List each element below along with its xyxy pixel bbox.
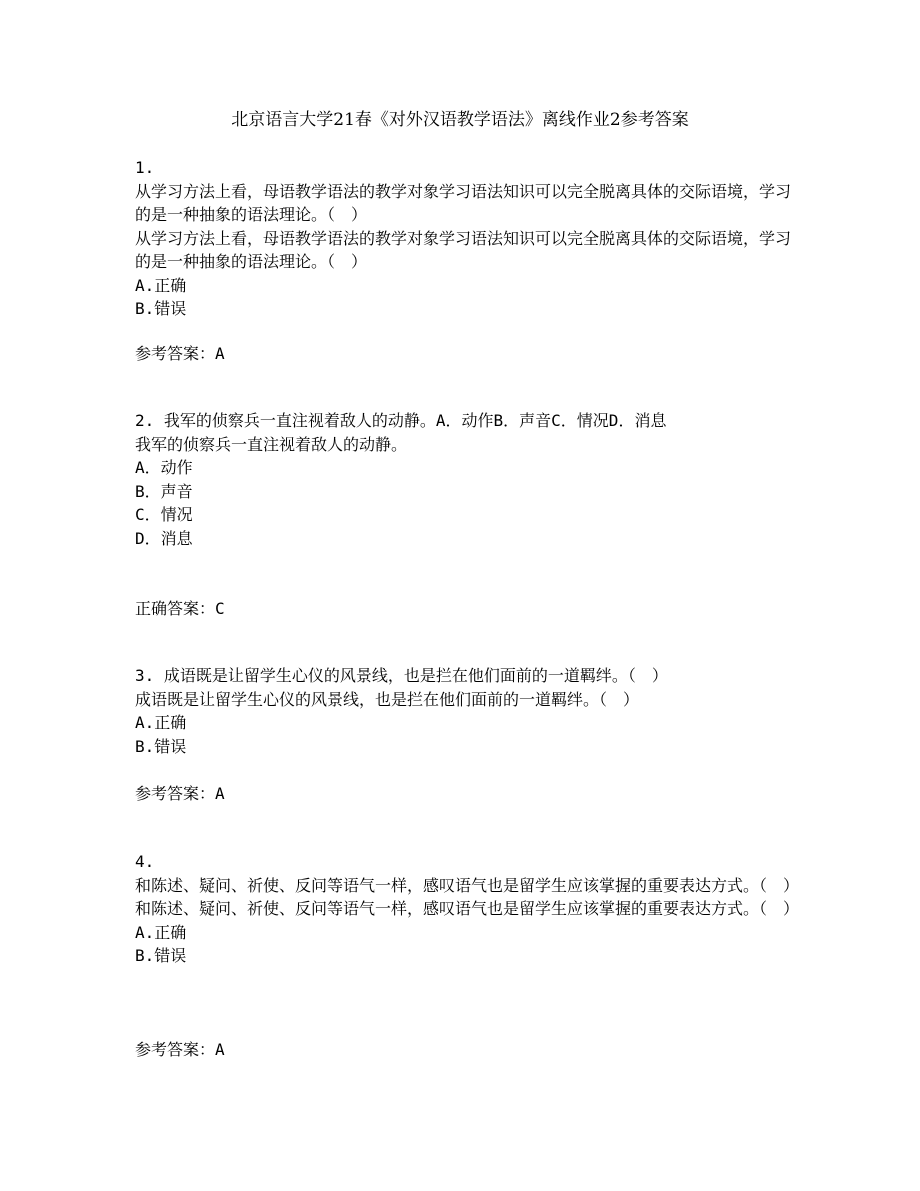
question-number: 4. xyxy=(135,852,155,871)
question-stem-text: 成语既是让留学生心仪的风景线，也是拦在他们面前的一道羁绊。（ ） xyxy=(163,666,668,685)
option-b: B.错误 xyxy=(135,736,187,756)
question-1 xyxy=(135,156,795,321)
question-stem: 和陈述、疑问、祈使、反问等语气一样，感叹语气也是留学生应该掌握的重要表达方式。（ ） xyxy=(135,875,800,895)
question-number: 3. xyxy=(135,666,155,685)
option-a: A.正确 xyxy=(135,713,187,732)
answer-1: 参考答案：A xyxy=(135,344,225,363)
question-stem-repeat: 成语既是让留学生心仪的风景线，也是拦在他们面前的一道羁绊。（ ） xyxy=(135,689,640,709)
question-2 xyxy=(135,409,795,550)
question-stem-repeat: 和陈述、疑问、祈使、反问等语气一样，感叹语气也是留学生应该掌握的重要表达方式。（ ） xyxy=(135,899,800,918)
option-a: A．动作 xyxy=(135,458,193,477)
page-title: 北京语言大学21春《对外汉语教学语法》离线作业2参考答案 xyxy=(231,110,689,130)
option-a: A.正确 xyxy=(135,922,187,942)
question-stem xyxy=(135,664,795,688)
answer-4: 参考答案：A xyxy=(135,1040,225,1059)
option-c: C．情况 xyxy=(135,505,193,524)
question-number: 2. xyxy=(135,411,155,430)
answer-3: 参考答案：A xyxy=(135,784,225,803)
question-stem xyxy=(135,409,795,433)
option-b: B.错误 xyxy=(135,946,187,965)
question-stem-repeat: 我军的侦察兵一直注视着敌人的动静。 xyxy=(135,434,408,454)
question-4 xyxy=(135,850,800,968)
question-stem-text: 我军的侦察兵一直注视着敌人的动静。A．动作B．声音C．情况D．消息 xyxy=(163,411,667,430)
question-stem-repeat: 从学习方法上看，母语教学语法的教学对象学习语法知识可以完全脱离具体的交际语境，学习的是一种抽象的语法理论。（ ） xyxy=(135,228,792,271)
question-3 xyxy=(135,664,795,758)
option-b: B.错误 xyxy=(135,299,187,318)
option-d: D．消息 xyxy=(135,528,193,548)
answer-2: 正确答案：C xyxy=(135,599,225,618)
option-b: B．声音 xyxy=(135,481,193,501)
question-stem: 从学习方法上看，母语教学语法的教学对象学习语法知识可以完全脱离具体的交际语境，学习的是一种抽象的语法理论。（ ） xyxy=(135,181,792,224)
question-number: 1. xyxy=(135,158,155,177)
option-a: A.正确 xyxy=(135,275,187,295)
